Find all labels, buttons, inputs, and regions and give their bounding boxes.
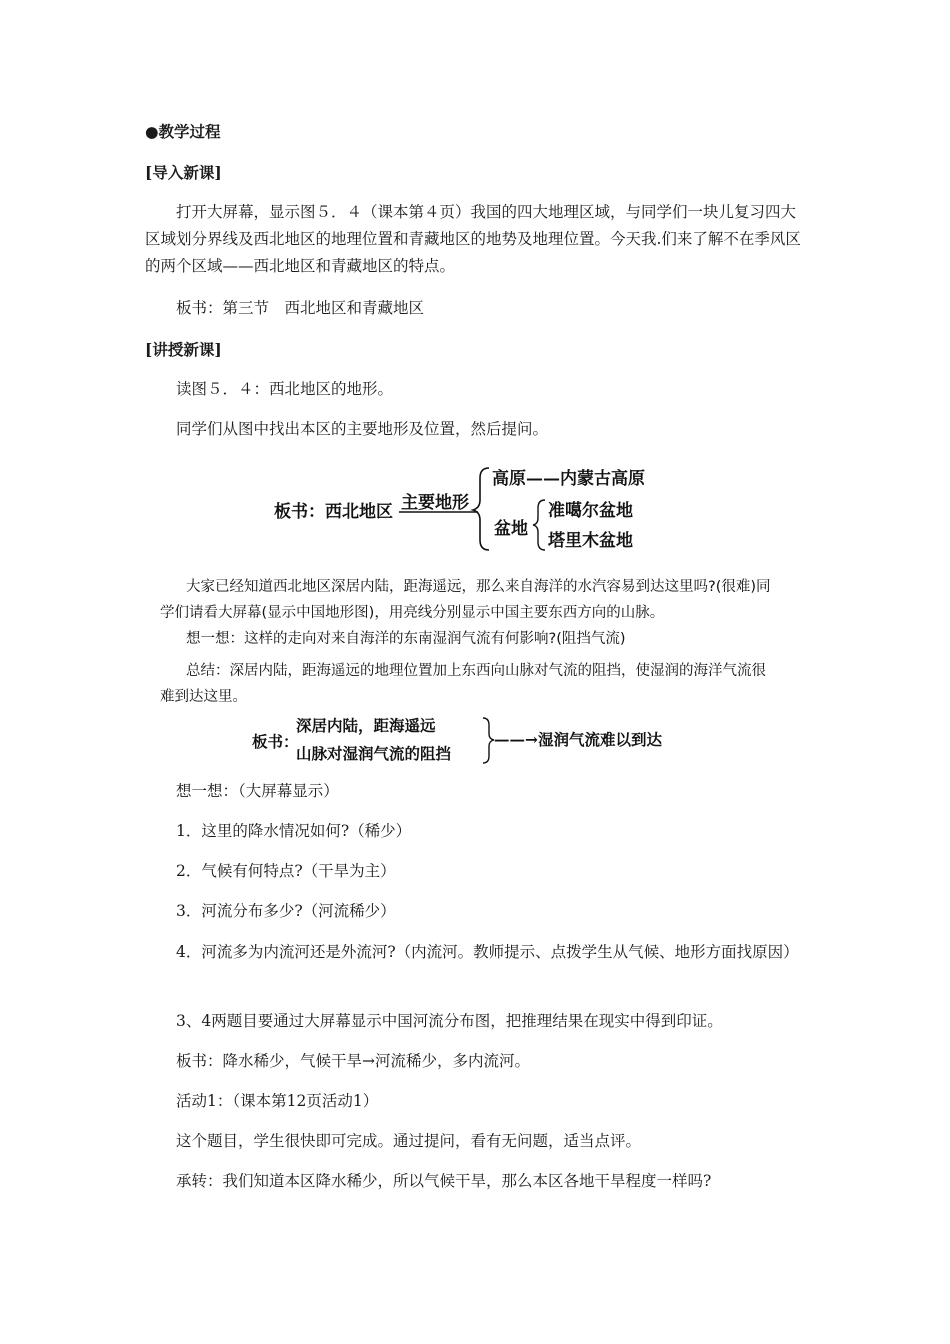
board2-prefix: 板书： [252, 732, 299, 751]
intro-paragraph: 打开大屏幕，显示图５．４（课本第４页）我国的四大地理区域，与同学们一块儿复习四大区域划分界线及西北地区的地理位置和青藏地区的地势及地理位置。今天我.们来了解不在季风区的两个区域——西北地区和青藏地区的特点。 [145, 203, 801, 275]
board2-bracket [0, 0, 1, 1]
students-find-line: 同学们从图中找出本区的主要地形及位置，然后提问。 [176, 420, 549, 438]
intro-label: [导入新课] [145, 163, 222, 182]
scan-paragraph-1: 大家已经知道西北地区深居内陆，距海遥远，那么来自海洋的水汽容易到达这里吗?(很难)同学们请看大屏幕(显示中国地形图)，用亮线分别显示中国主要东西方向的山脉。 [160, 579, 771, 621]
scan-paragraph-2: 想一想：这样的走向对来自海洋的东南湿润气流有何影响?(阻挡气流) [186, 631, 626, 647]
board1-basin-label: 盆地 [494, 519, 528, 539]
question-3: 3．河流分布多少?（河流稀少） [176, 902, 396, 920]
think-title: 想一想：（大屏幕显示） [176, 782, 339, 800]
activity-title: 活动1：（课本第12页活动1） [176, 1092, 379, 1110]
question-4: 4．河流多为内流河还是外流河?（内流河。教师提示、点拨学生从气候、地形方面找原因） [176, 943, 799, 961]
board2-line1: 深居内陆，距海遥远 [296, 716, 436, 735]
board-title: 板书：第三节 西北地区和青藏地区 [176, 299, 425, 317]
board1-basin-tarim: 塔里木盆地 [548, 531, 633, 551]
activity-description: 这个题目，学生很快即可完成。通过提问，看有无问题，适当点评。 [176, 1132, 642, 1150]
board2-line2: 山脉对湿润气流的阻挡 [296, 744, 452, 763]
transition-line: 承转：我们知道本区降水稀少，所以气候干旱，那么本区各地干旱程度一样吗? [176, 1172, 712, 1190]
question-1: 1．这里的降水情况如何?（稀少） [176, 822, 412, 840]
section-heading: ●教学过程 [145, 122, 221, 141]
board1-basin-junggar: 准噶尔盆地 [548, 501, 633, 521]
questions-note: 3、4两题目要通过大屏幕显示中国河流分布图，把推理结果在现实中得到印证。 [176, 1012, 723, 1030]
board1-prefix: 板书：西北地区 [274, 502, 393, 522]
lecture-label: [讲授新课] [145, 340, 222, 359]
scan-paragraph-3: 总结：深居内陆，距海遥远的地理位置加上东西向山脉对气流的阻挡，使湿润的海洋气流很难到达这里。 [160, 663, 766, 705]
board1-main-landforms: 主要地形 [401, 493, 469, 513]
board2-result: ——→湿润气流难以到达 [494, 730, 662, 749]
question-2: 2．气候有何特点?（干旱为主） [176, 862, 396, 880]
read-figure-line: 读图５．４：西北地区的地形。 [176, 380, 394, 398]
board-conclusion: 板书：降水稀少，气候干旱→河流稀少，多内流河。 [176, 1052, 530, 1070]
board1-plateau: 高原——内蒙古高原 [492, 469, 645, 489]
